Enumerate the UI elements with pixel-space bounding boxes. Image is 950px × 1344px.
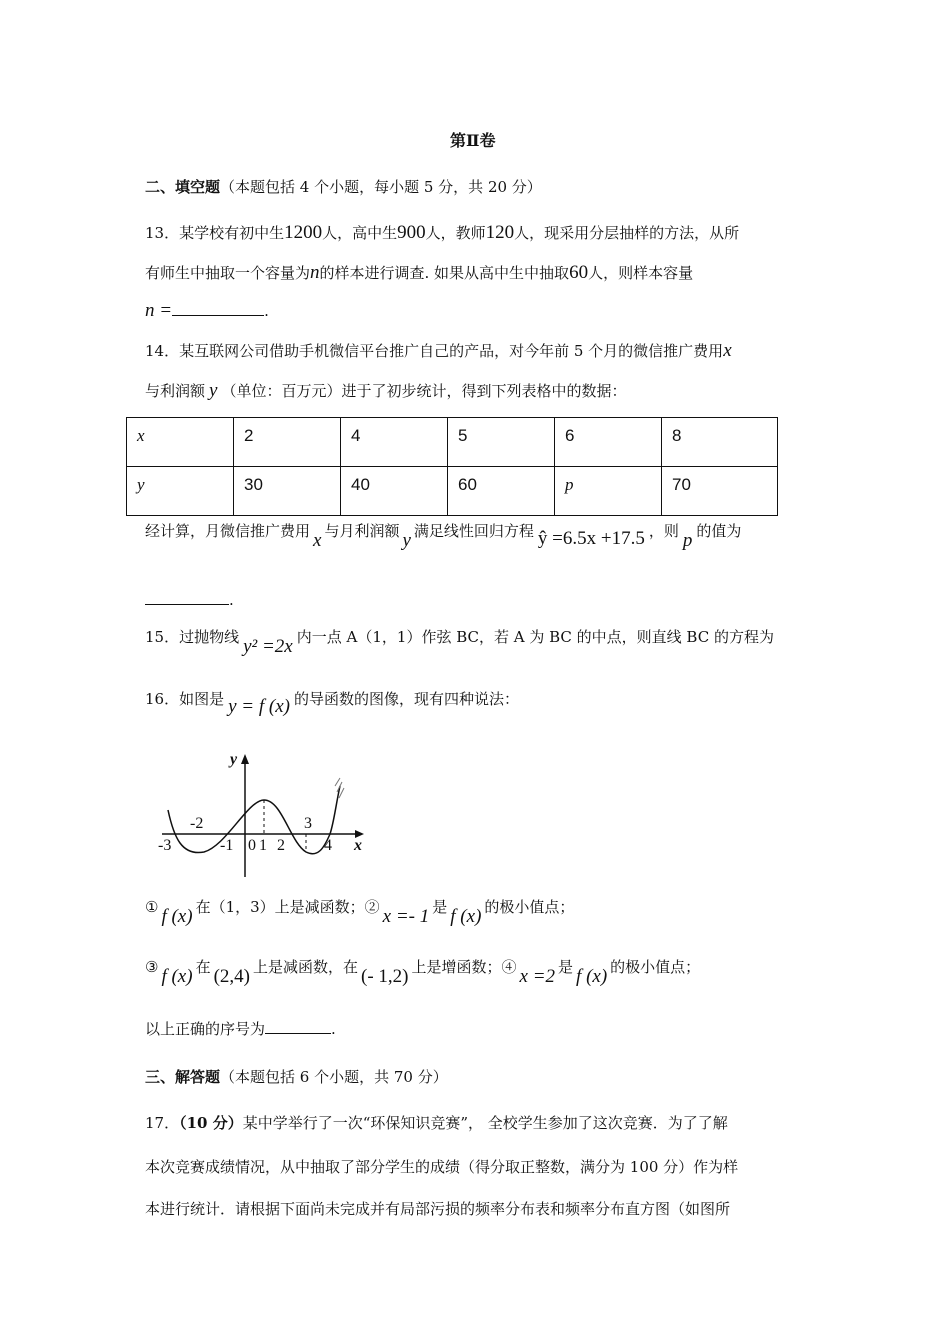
- q13-text: 的样本进行调查. 如果从高中生中抽取: [319, 264, 570, 282]
- q13-value: 120: [485, 222, 515, 243]
- q13-variable: n: [310, 262, 320, 283]
- q13-end: .: [264, 302, 269, 320]
- q17-text: 某中学举行了一次“环保知识竞赛”， 全校学生参加了这次竞赛．为了了解: [242, 1114, 728, 1132]
- table-cell: 2: [234, 418, 341, 467]
- q14-regression-equation: ŷ =6.5x +17.5: [537, 528, 645, 549]
- table-cell: 40: [341, 467, 448, 516]
- q16-text: 如图是: [179, 690, 225, 708]
- q14-line-3: [145, 520, 742, 551]
- q14-text: ，则: [648, 522, 679, 540]
- tick-label: 1: [259, 837, 267, 854]
- q13-number: 13．: [145, 224, 180, 242]
- table-cell: y: [127, 467, 234, 516]
- q16-text: 的导函数的图像，现有四种说法：: [293, 690, 519, 708]
- table-cell: 8: [662, 418, 778, 467]
- q15-parabola-equation: y² =2x: [243, 636, 293, 657]
- q16-text: 的极小值点；: [610, 958, 701, 976]
- q13-text: 有师生中抽取一个容量为: [145, 264, 311, 282]
- q16-condition: x =2: [519, 966, 556, 987]
- q14-variable: x: [313, 530, 322, 551]
- q17-text: 本次竞赛成绩情况，从中抽取了部分学生的成绩（得分取正整数，满分为 100 分）作为样: [145, 1158, 739, 1176]
- section-2-note: （本题包括 4 个小题，每小题 5 分，共 20 分）: [220, 178, 542, 196]
- q16-function: f (x): [161, 966, 193, 987]
- q16-function: f (x): [450, 906, 482, 927]
- q14-data-table: [126, 417, 778, 516]
- q16-text: 在: [195, 958, 211, 976]
- q14-text: 与月利润额: [324, 522, 400, 540]
- q13-text: 人，高中生: [322, 224, 398, 242]
- q16-text: 是: [558, 958, 574, 976]
- table-cell: x: [127, 418, 234, 467]
- tick-label: -3: [158, 837, 172, 854]
- q16-text: 的极小值点；: [484, 898, 575, 916]
- q13-text: 某学校有初中生: [179, 224, 285, 242]
- q16-text: 上是增函数；④: [411, 958, 517, 976]
- q14-answer-blank: [145, 590, 229, 605]
- q14-text: 经计算，月微信推广费用: [145, 522, 311, 540]
- q17-line-2: [145, 1156, 738, 1177]
- q17-line-3: [145, 1198, 730, 1219]
- q14-text: 满足线性回归方程: [413, 522, 534, 540]
- q13-value: 900: [397, 222, 426, 243]
- page-title: 第Ⅱ卷: [450, 131, 496, 150]
- table-cell: 70: [662, 467, 778, 516]
- q15-number: 15．: [145, 628, 180, 646]
- tick-label: 4: [324, 837, 332, 854]
- q16-text: ①: [145, 898, 159, 916]
- q16-function: f (x): [161, 906, 193, 927]
- q16-answer-label: 以上正确的序号为: [145, 1020, 266, 1038]
- q14-text: （单位：百万元）进于了初步统计，得到下列表格中的数据：: [221, 382, 627, 400]
- q16-function: y = f (x): [228, 696, 290, 717]
- y-axis-label: y: [230, 751, 238, 768]
- tick-label: 2: [277, 837, 285, 854]
- q16-answer: [145, 1018, 336, 1039]
- table-cell: 60: [448, 467, 555, 516]
- curve-smudge: [335, 778, 344, 798]
- table-row: [127, 418, 778, 467]
- q16-number: 16．: [145, 690, 180, 708]
- x-axis-label: x: [354, 837, 362, 854]
- q16-line-1: [145, 688, 519, 717]
- q14-variable: p: [682, 530, 693, 551]
- q13-text: 人，教师: [425, 224, 486, 242]
- section-3-heading: [145, 1066, 448, 1087]
- q14-end: .: [229, 591, 234, 609]
- table-cell: p: [555, 467, 662, 516]
- table-cell: 4: [341, 418, 448, 467]
- q16-statements-2: [145, 956, 701, 987]
- table-cell: 5: [448, 418, 555, 467]
- q15-text: 过抛物线: [179, 628, 240, 646]
- q16-function: f (x): [576, 966, 608, 987]
- section-2-label: 二、填空题: [145, 178, 221, 196]
- q16-interval: (- 1,2): [361, 966, 409, 987]
- q14-text: 的值为: [696, 522, 742, 540]
- q14-variable: x: [723, 340, 732, 361]
- q14-line-2: [145, 380, 626, 402]
- section-2-heading: [145, 176, 542, 197]
- q13-value: 1200: [284, 222, 323, 243]
- q17-line-1: [145, 1112, 728, 1133]
- q17-text: 本进行统计．请根据下面尚未完成并有局部污损的频率分布表和频率分布直方图（如图所: [145, 1200, 731, 1218]
- q13-line-3: [145, 300, 269, 322]
- q16-text: 上是减函数，在: [253, 958, 359, 976]
- q13-answer-label: n =: [145, 300, 173, 321]
- tick-label: -2: [190, 815, 204, 832]
- q13-answer-blank: [172, 301, 264, 316]
- q14-variable: y: [402, 530, 411, 551]
- q14-text: 与利润额: [145, 382, 206, 400]
- q17-points: （10 分）: [179, 1114, 243, 1132]
- q16-interval: (2,4): [213, 966, 250, 987]
- y-axis-arrow: [241, 754, 249, 764]
- q13-line-1: [145, 222, 739, 244]
- q16-end: .: [331, 1020, 336, 1038]
- q14-variable: y: [209, 380, 218, 401]
- derivative-graph: [156, 742, 371, 882]
- section-3-note: （本题包括 6 个小题，共 70 分）: [220, 1068, 448, 1086]
- q17-number: 17．: [145, 1114, 180, 1132]
- q14-text: 某互联网公司借助手机微信平台推广自己的产品，对今年前 5 个月的微信推广费用: [179, 342, 724, 360]
- q16-text: 是: [432, 898, 448, 916]
- q13-value: 60: [569, 262, 589, 283]
- q16-text: ③: [145, 958, 159, 976]
- q15-text: 内一点 A（1，1）作弦 BC，若 A 为 BC 的中点，则直线 BC 的方程为: [296, 628, 774, 646]
- table-cell: 6: [555, 418, 662, 467]
- q15-line: [145, 626, 774, 657]
- q13-line-2: [145, 262, 693, 284]
- tick-label: -1: [220, 837, 234, 854]
- q16-condition: x =- 1: [382, 906, 430, 927]
- tick-label: 3: [304, 815, 312, 832]
- q14-line-1: [145, 340, 732, 362]
- table-cell: 30: [234, 467, 341, 516]
- q14-number: 14．: [145, 342, 180, 360]
- section-3-label: 三、解答题: [145, 1068, 221, 1086]
- q13-text: 人，现采用分层抽样的方法，从所: [514, 224, 740, 242]
- q16-answer-blank: [265, 1019, 331, 1034]
- q16-statements-1: [145, 896, 575, 927]
- q14-answer: [145, 590, 234, 609]
- q13-text: 人，则样本容量: [588, 264, 694, 282]
- tick-label: 0: [248, 837, 256, 854]
- table-row: [127, 467, 778, 516]
- q16-text: 在（1，3）上是减函数；②: [195, 898, 380, 916]
